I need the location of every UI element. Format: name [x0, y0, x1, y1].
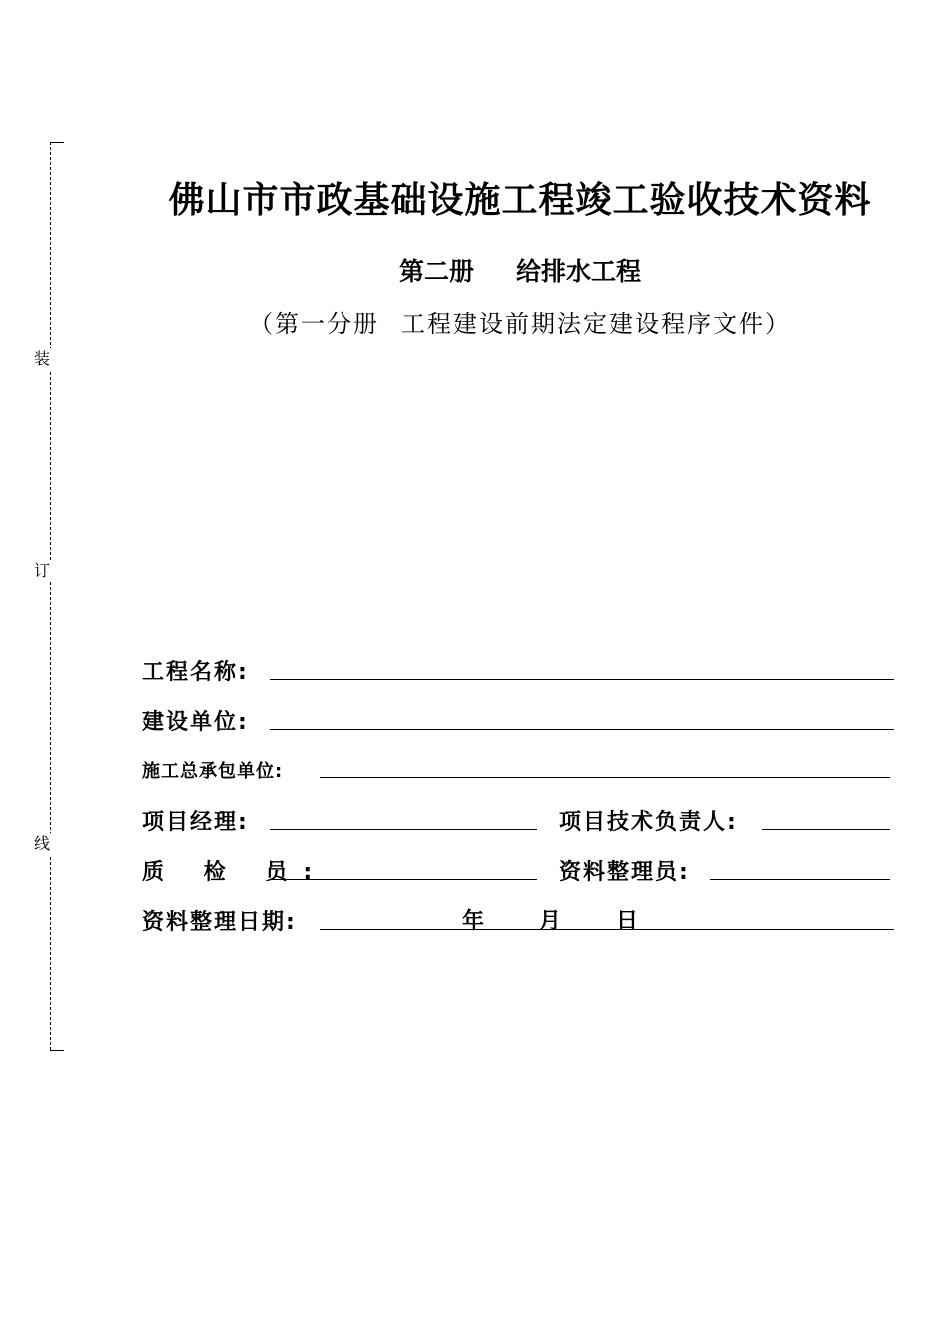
builder-label: 建设单位: [142, 710, 249, 735]
volume-number: 第二册 [398, 257, 474, 286]
page-title: 佛山市市政基础设施工程竣工验收技术资料 [168, 180, 872, 221]
day-label: 日 [616, 909, 639, 934]
volume-heading [140, 252, 900, 288]
builder-field[interactable] [270, 729, 894, 730]
binding-char-ding: 订 [33, 561, 50, 580]
tech-lead-label: 项目技术负责人: [559, 810, 738, 835]
contractor-field[interactable] [320, 777, 890, 778]
binding-char-zhuang: 装 [33, 349, 50, 368]
contractor-label: 施工总承包单位: [142, 761, 284, 782]
inspector-field[interactable] [270, 879, 537, 880]
date-label: 资料整理日期: [142, 910, 297, 935]
binding-bottom-tick [50, 1050, 64, 1051]
archivist-field[interactable] [710, 879, 890, 880]
project-manager-label: 项目经理: [142, 810, 249, 835]
tech-lead-field[interactable] [762, 829, 890, 830]
subvolume-heading [140, 304, 900, 339]
binding-char-xian: 线 [33, 834, 50, 853]
project-name-field[interactable] [270, 679, 894, 680]
date-field[interactable] [320, 929, 894, 930]
subvolume-number: （第一分册 [249, 310, 379, 338]
year-label: 年 [462, 909, 485, 934]
binding-dashed-line [50, 142, 51, 1050]
subvolume-name: 工程建设前期法定建设程序文件） [401, 310, 791, 338]
inspector-label: 质 检 员: [142, 860, 329, 885]
project-name-label: 工程名称: [142, 660, 249, 685]
project-manager-field[interactable] [270, 829, 537, 830]
archivist-label: 资料整理员: [559, 860, 690, 885]
volume-name: 给排水工程 [516, 257, 642, 286]
binding-top-tick [50, 142, 64, 143]
month-label: 月 [539, 909, 562, 934]
